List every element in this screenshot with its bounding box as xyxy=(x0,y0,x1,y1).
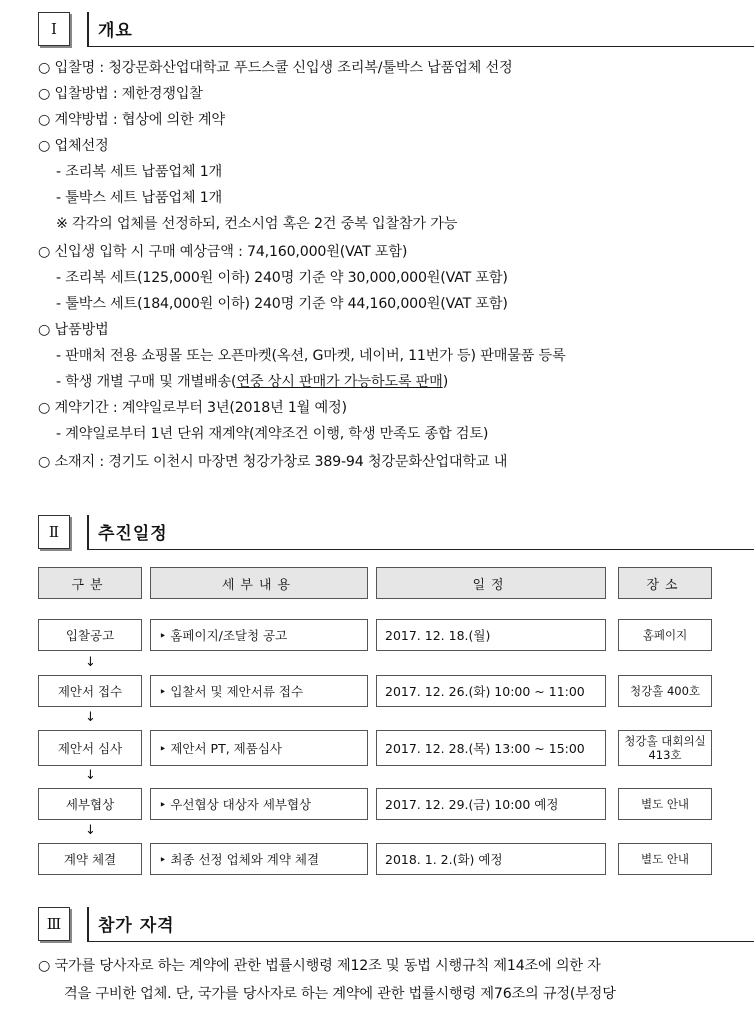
header-divider xyxy=(87,515,89,549)
column-header: 장소 xyxy=(618,567,712,599)
place-cell: 청강홀 대회의실 413호 xyxy=(618,730,712,766)
section-number-box: Ⅲ xyxy=(38,907,70,941)
place-cell: 홈페이지 xyxy=(618,619,712,651)
column-header: 일정 xyxy=(376,567,606,599)
list-item: ○ 입찰명 : 청강문화산업대학교 푸드스쿨 신입생 조리복/툴박스 납품업체 선정 xyxy=(38,60,513,76)
detail-cell: ‣ 우선협상 대상자 세부협상 xyxy=(150,788,368,820)
step-cell: 세부협상 xyxy=(38,788,142,820)
list-item: - 판매처 전용 쇼핑몰 또는 오픈마켓(옥션, G마켓, 네이버, 11번가 등) 판매물품 등록 xyxy=(56,348,566,364)
detail-cell: ‣ 입찰서 및 제안서류 접수 xyxy=(150,675,368,707)
section-title: 개요 xyxy=(98,21,133,41)
list-item: - 조리복 세트(125,000원 이하) 240명 기준 약 30,000,000원(VAT 포함) xyxy=(56,270,508,286)
place-cell: 별도 안내 xyxy=(618,843,712,875)
detail-cell: ‣ 최종 선정 업체와 계약 체결 xyxy=(150,843,368,875)
column-header: 세부내용 xyxy=(150,567,368,599)
list-item: - 계약일로부터 1년 단위 재계약(계약조건 이행, 학생 만족도 종합 검토) xyxy=(56,426,489,442)
step-cell: 제안서 접수 xyxy=(38,675,142,707)
header-rule xyxy=(87,941,754,942)
list-item: ○ 국가를 당사자로 하는 계약에 관한 법률시행령 제12조 및 동법 시행규칙 제14조에 의한 자 xyxy=(38,958,601,974)
date-cell: 2018. 1. 2.(화) 예정 xyxy=(376,843,606,875)
delivery-underlined: 연중 상시 판매가 가능하도록 판매 xyxy=(236,374,443,390)
list-item: ○ 신입생 입학 시 구매 예상금액 : 74,160,000원(VAT 포함) xyxy=(38,244,408,260)
list-item: - 조리복 세트 납품업체 1개 xyxy=(56,164,223,180)
header-divider xyxy=(87,12,89,46)
list-item: - 툴박스 세트 납품업체 1개 xyxy=(56,190,223,206)
delivery-suffix: ) xyxy=(442,374,449,390)
date-cell: 2017. 12. 18.(월) xyxy=(376,619,606,651)
list-item: ○ 계약기간 : 계약일로부터 3년(2018년 1월 예정) xyxy=(38,400,347,416)
list-item-continuation: 격을 구비한 업체. 단, 국가를 당사자로 하는 계약에 관한 법률시행령 제76조의 규정(부정당 xyxy=(64,986,616,1002)
section-number-box: Ⅱ xyxy=(38,515,70,549)
list-item: ○ 업체선정 xyxy=(38,138,109,154)
delivery-prefix: - 학생 개별 구매 및 개별배송( xyxy=(56,374,237,390)
section-number-box: Ⅰ xyxy=(38,12,70,46)
date-cell: 2017. 12. 26.(화) 10:00 ~ 11:00 xyxy=(376,675,606,707)
place-cell: 별도 안내 xyxy=(618,788,712,820)
list-item: ○ 소재지 : 경기도 이천시 마장면 청강가창로 389-94 청강문화산업대학교 내 xyxy=(38,454,508,470)
header-rule xyxy=(87,549,754,550)
section-title: 추진일정 xyxy=(98,524,168,544)
date-cell: 2017. 12. 28.(목) 13:00 ~ 15:00 xyxy=(376,730,606,766)
step-cell: 계약 체결 xyxy=(38,843,142,875)
down-arrow-icon: ↓ xyxy=(85,655,96,670)
date-cell: 2017. 12. 29.(금) 10:00 예정 xyxy=(376,788,606,820)
down-arrow-icon: ↓ xyxy=(85,768,96,783)
list-item: ○ 계약방법 : 협상에 의한 계약 xyxy=(38,112,225,128)
place-cell: 청강홀 400호 xyxy=(618,675,712,707)
section-title: 참가 자격 xyxy=(98,916,175,936)
header-rule xyxy=(87,46,754,47)
step-cell: 입찰공고 xyxy=(38,619,142,651)
detail-cell: ‣ 홈페이지/조달청 공고 xyxy=(150,619,368,651)
list-item: - 툴박스 세트(184,000원 이하) 240명 기준 약 44,160,000원(VAT 포함) xyxy=(56,296,508,312)
column-header: 구분 xyxy=(38,567,142,599)
list-item: ○ 입찰방법 : 제한경쟁입찰 xyxy=(38,86,203,102)
step-cell: 제안서 심사 xyxy=(38,730,142,766)
note-item: ※ 각각의 업체를 선정하되, 컨소시엄 혹은 2건 중복 입찰참가 가능 xyxy=(56,216,458,232)
list-item xyxy=(56,372,448,392)
header-divider xyxy=(87,907,89,941)
down-arrow-icon: ↓ xyxy=(85,823,96,838)
down-arrow-icon: ↓ xyxy=(85,710,96,725)
detail-cell: ‣ 제안서 PT, 제품심사 xyxy=(150,730,368,766)
list-item: ○ 납품방법 xyxy=(38,322,109,338)
